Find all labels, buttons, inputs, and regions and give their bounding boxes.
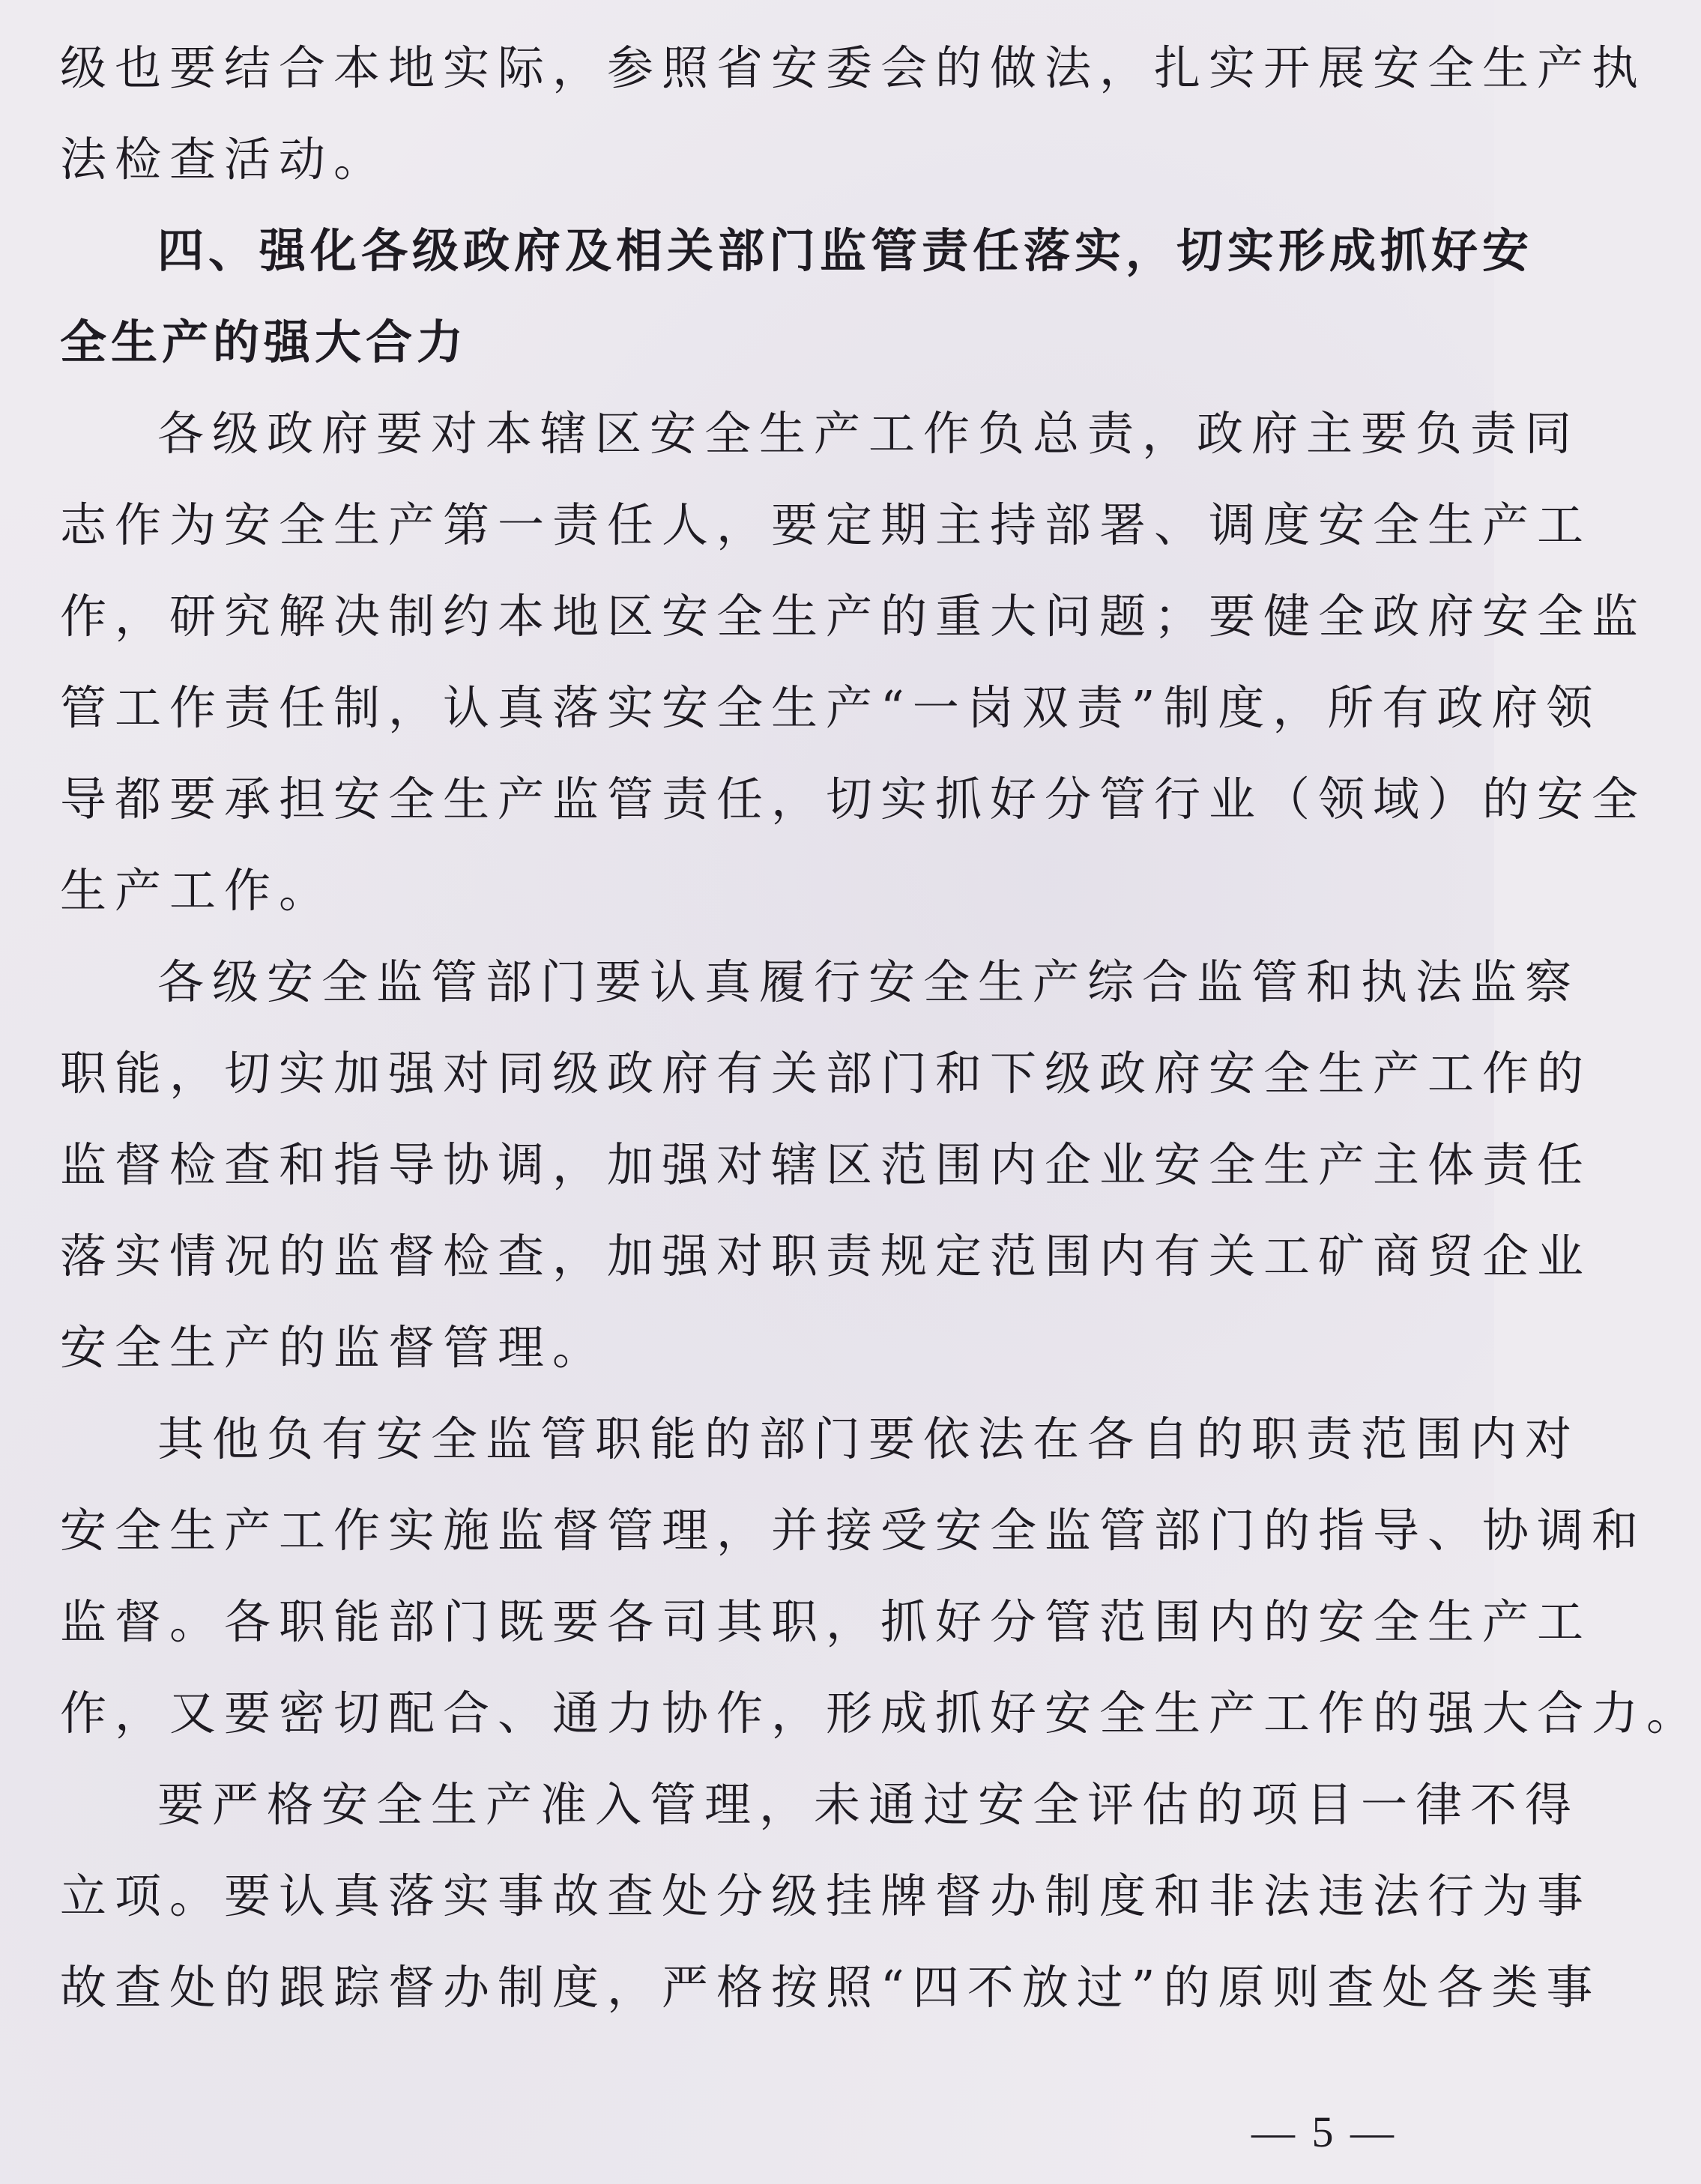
paragraph-line: 各级政府要对本辖区安全生产工作负总责，政府主要负责同: [157, 406, 1580, 461]
body-text: [60, 40, 1701, 2056]
paragraph-line: 法检查活动。: [60, 132, 389, 187]
paragraph-line: 安全生产的监督管理。: [60, 1320, 608, 1375]
paragraph-line: 各级安全监管部门要认真履行安全生产综合监管和执法监察: [157, 955, 1580, 1009]
paragraph-line: 要严格安全生产准入管理，未通过安全评估的项目一律不得: [157, 1777, 1580, 1832]
paragraph-line: 落实情况的监督检查，加强对职责规定范围内有关工矿商贸企业: [60, 1229, 1592, 1283]
paragraph-line: 立项。要认真落实事故查处分级挂牌督办制度和非法违法行为事: [60, 1869, 1592, 1923]
paragraph-line: 作，又要密切配合、通力协作，形成抓好安全生产工作的强大合力。: [60, 1686, 1701, 1740]
paragraph-line: 监督。各职能部门既要各司其职，抓好分管范围内的安全生产工: [60, 1594, 1592, 1649]
section-heading-line: 全生产的强大合力: [60, 315, 468, 369]
paragraph-line: 管工作责任制，认真落实安全生产“一岗双责”制度，所有政府领: [60, 680, 1601, 735]
paragraph-line: 安全生产工作实施监督管理，并接受安全监管部门的指导、协调和: [60, 1503, 1647, 1558]
paragraph-line: 监督检查和指导协调，加强对辖区范围内企业安全生产主体责任: [60, 1137, 1592, 1192]
section-heading-line: 四、强化各级政府及相关部门监管责任落实，切实形成抓好安: [157, 223, 1534, 278]
paragraph-line: 故查处的跟踪督办制度，严格按照“四不放过”的原则查处各类事: [60, 1960, 1601, 2015]
paragraph-line: 作，研究解决制约本地区安全生产的重大问题；要健全政府安全监: [60, 589, 1647, 644]
page-number: — 5 —: [1251, 2108, 1397, 2156]
paragraph-line: 其他负有安全监管职能的部门要依法在各自的职责范围内对: [157, 1412, 1580, 1466]
paragraph-line: 级也要结合本地实际，参照省安委会的做法，扎实开展安全生产执: [60, 40, 1647, 95]
paragraph-line: 志作为安全生产第一责任人，要定期主持部署、调度安全生产工: [60, 497, 1592, 552]
paragraph-line: 导都要承担安全生产监管责任，切实抓好分管行业（领域）的安全: [60, 772, 1647, 826]
paragraph-line: 职能，切实加强对同级政府有关部门和下级政府安全生产工作的: [60, 1046, 1592, 1101]
paragraph-line: 生产工作。: [60, 863, 334, 918]
